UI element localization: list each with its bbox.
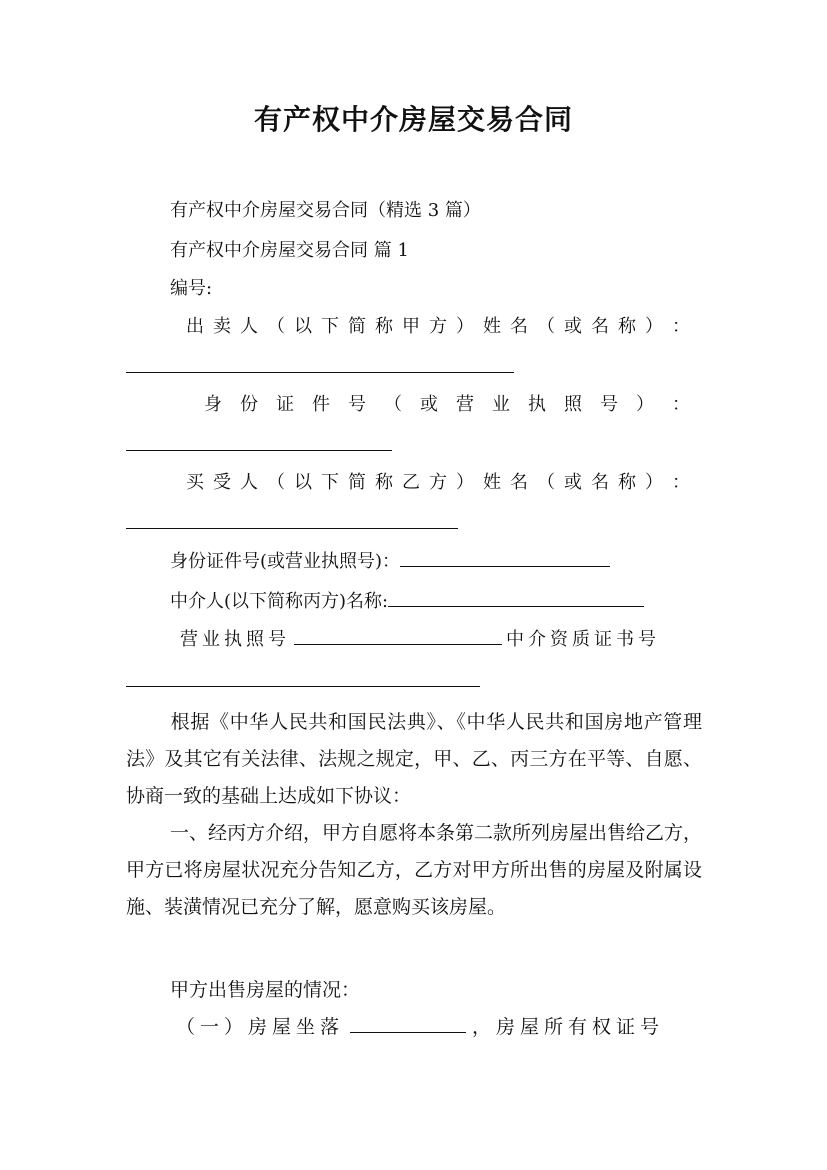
buyer-id-blank[interactable] [400, 546, 610, 567]
house-info-heading [126, 972, 702, 1009]
part-heading: 有产权中介房屋交易合同 篇 1 [170, 240, 409, 261]
label-char: （ [384, 394, 402, 415]
qualification-label: 中介资质证书号 [506, 629, 660, 650]
item-1-label: （一）房屋坐落 [176, 1016, 345, 1038]
clause-1-paragraph [126, 815, 702, 926]
license-label: 营业执照号 [180, 629, 290, 650]
label-char: 甲 [402, 316, 420, 337]
label-char: 名 [591, 316, 609, 337]
seller-name-label [186, 312, 690, 342]
house-info-text: 甲方出售房屋的情况： [170, 979, 361, 1001]
seller-name-blank[interactable] [126, 372, 514, 373]
label-char: 或 [564, 472, 582, 493]
contract-number-label: 编号: [170, 278, 213, 299]
label-char: ） [456, 472, 474, 493]
label-char: 身 [204, 394, 222, 415]
label-char: 称 [618, 472, 636, 493]
agent-name-label: 中介人(以下简称丙方)名称: [170, 591, 389, 612]
preamble-text: 根据《中华人民共和国民法典》、《中华人民共和国房地产管理法》及其它有关法律、法规之规定，甲、乙、丙三方在平等、自愿、协商一致的基础上达成如下协议： [126, 711, 702, 807]
label-char: 简 [348, 472, 366, 493]
label-char: 名 [510, 316, 528, 337]
label-char: 人 [240, 316, 258, 337]
label-char: 号 [600, 394, 618, 415]
label-char: 或 [420, 394, 438, 415]
label-char: 份 [240, 394, 258, 415]
label-char: 人 [240, 472, 258, 493]
label-char: 姓 [483, 316, 501, 337]
label-char: 名 [591, 472, 609, 493]
label-char: 受 [213, 472, 231, 493]
label-char: （ [537, 472, 555, 493]
buyer-name-blank[interactable] [126, 528, 458, 529]
label-char: 件 [312, 394, 330, 415]
label-char: 方 [429, 316, 447, 337]
label-char: ） [456, 316, 474, 337]
license-row [180, 624, 700, 655]
label-char: 以 [294, 472, 312, 493]
label-char: ： [672, 316, 690, 337]
label-char: 简 [348, 316, 366, 337]
label-char: 号 [348, 394, 366, 415]
buyer-name-label [186, 468, 690, 498]
label-char: 业 [492, 394, 510, 415]
label-char: 下 [321, 472, 339, 493]
label-char: ） [645, 316, 663, 337]
label-char: 名 [510, 472, 528, 493]
label-char: 称 [618, 316, 636, 337]
label-char: ） [636, 394, 654, 415]
agent-name-blank[interactable] [388, 586, 644, 607]
label-char: 证 [276, 394, 294, 415]
item-1-location-blank[interactable] [350, 1012, 466, 1033]
label-char: 称 [375, 472, 393, 493]
label-char: （ [267, 316, 285, 337]
document-subtitle: 有产权中介房屋交易合同（精选 3 篇） [170, 200, 481, 221]
label-char: 买 [186, 472, 204, 493]
clause-1-text: 一、经丙方介绍，甲方自愿将本条第二款所列房屋出售给乙方，甲方已将房屋状况充分告知乙方，乙方对甲方所出售的房屋及附属设施、装潢情况已充分了解，愿意购买该房屋。 [126, 822, 703, 918]
buyer-id-label: 身份证件号(或营业执照号)： [170, 551, 401, 572]
label-char: 照 [564, 394, 582, 415]
label-char: （ [537, 316, 555, 337]
label-char: 方 [429, 472, 447, 493]
buyer-id-row [170, 546, 702, 577]
label-char: （ [267, 472, 285, 493]
label-char: 执 [528, 394, 546, 415]
label-char: 卖 [213, 316, 231, 337]
label-char: 或 [564, 316, 582, 337]
label-char: 称 [375, 316, 393, 337]
label-char: 出 [186, 316, 204, 337]
label-char: ： [672, 394, 690, 415]
qualification-blank[interactable] [126, 686, 480, 687]
seller-id-label [204, 390, 690, 420]
license-blank[interactable] [294, 624, 502, 645]
label-char: ） [645, 472, 663, 493]
preamble-paragraph [126, 704, 702, 815]
label-char: 下 [321, 316, 339, 337]
document-title: 有产权中介房屋交易合同 [253, 103, 573, 136]
label-char: 以 [294, 316, 312, 337]
label-char: ： [672, 472, 690, 493]
item-1-row [176, 1012, 702, 1042]
agent-name-row [170, 586, 702, 617]
label-char: 营 [456, 394, 474, 415]
seller-id-blank[interactable] [126, 450, 392, 451]
label-char: 乙 [402, 472, 420, 493]
item-1-cert-label: ，房屋所有权证号 [472, 1016, 665, 1038]
label-char: 姓 [483, 472, 501, 493]
